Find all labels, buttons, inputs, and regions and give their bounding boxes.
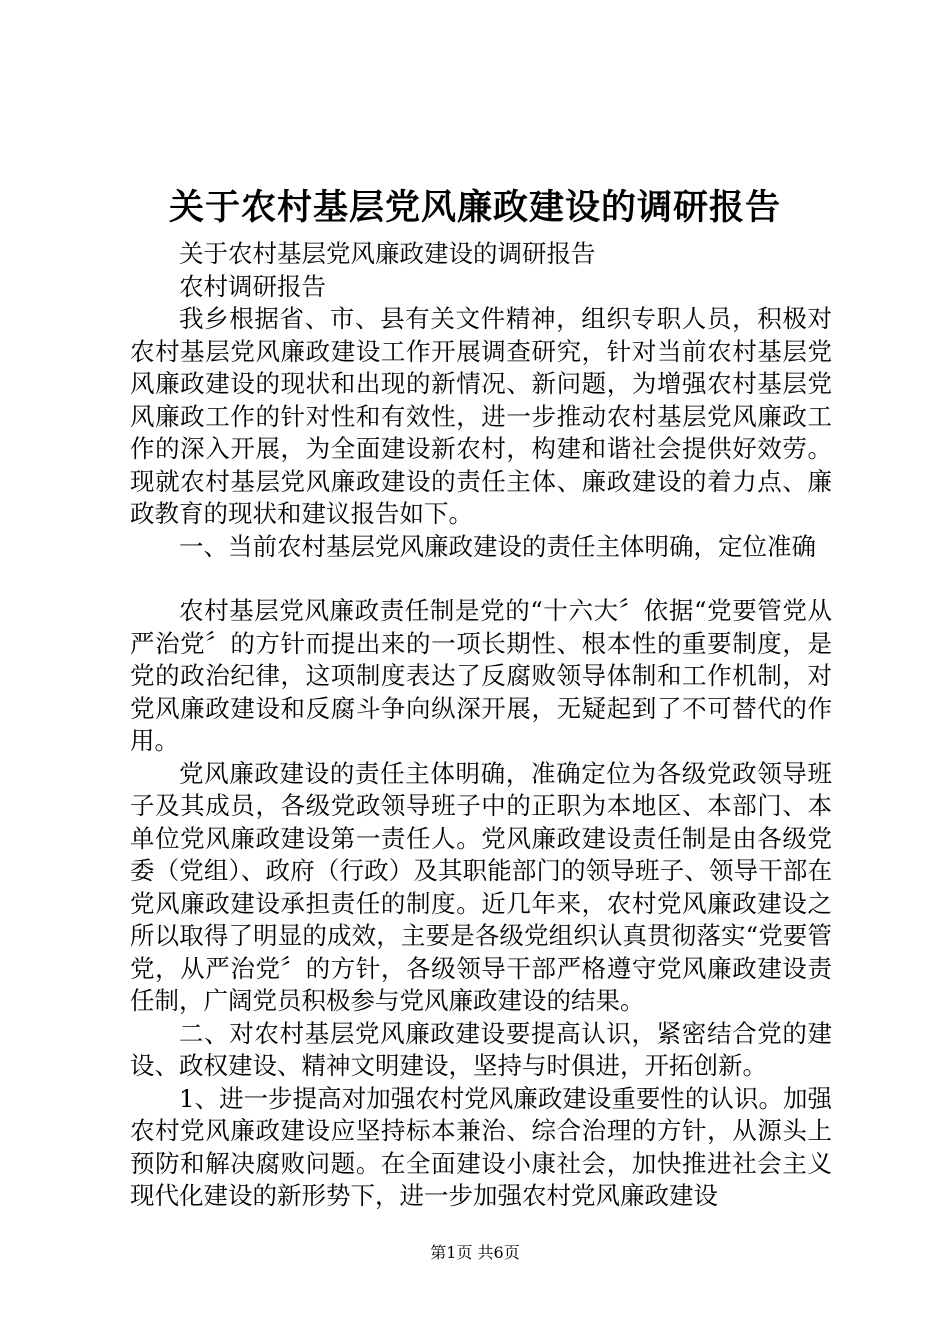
page-number-footer: 第1页 共6页 — [430, 1243, 520, 1262]
document-body — [130, 238, 832, 1213]
document-title: 关于农村基层党风廉政建设的调研报告 — [168, 188, 781, 228]
section-heading-2: 二、对农村基层党风廉政建设要提高认识，紧密结合党的建设、政权建设、精神文明建设，坚持与时俱进，开拓创新。 — [130, 1018, 832, 1080]
intro-paragraph: 我乡根据省、市、县有关文件精神，组织专职人员，积极对农村基层党风廉政建设工作开展调查研究，针对当前农村基层党风廉政建设的现状和出现的新情况、新问题，为增强农村基层党风廉政工作的针对性和有效性，进一步推动农村基层党风廉政工作的深入开展，为全面建设新农村，构建和谐社会提供好效劳。现就农村基层党风廉政建设的责任主体、廉政建设的着力点、廉政教育的现状和建议报告如下。 — [130, 304, 832, 528]
category-paragraph: 农村调研报告 — [179, 271, 326, 301]
subtitle-paragraph: 关于农村基层党风廉政建设的调研报告 — [179, 239, 596, 268]
body-paragraph: 农村基层党风廉政责任制是党的“十六大〞依据“党要管党从严治党〞的方针而提出来的一项长期性、根本性的重要制度，是党的政治纪律，这项制度表达了反腐败领导体制和工作机制，对党风廉政建设和反腐斗争向纵深开展，无疑起到了不可替代的作用。 — [130, 596, 832, 755]
body-paragraph: 1、进一步提高对加强农村党风廉政建设重要性的认识。加强农村党风廉政建设应坚持标本兼治、综合治理的方针，从源头上预防和解决腐败问题。在全面建设小康社会，加快推进社会主义现代化建设的新形势下，进一步加强农村党风廉政建设 — [130, 1083, 832, 1210]
body-paragraph: 党风廉政建设的责任主体明确，准确定位为各级党政领导班子及其成员，各级党政领导班子中的正职为本地区、本部门、本单位党风廉政建设第一责任人。党风廉政建设责任制是由各级党委（党组）、政府（行政）及其职能部门的领导班子、领导干部在党风廉政建设承担责任的制度。近几年来，农村党风廉政建设之所以取得了明显的成效，主要是各级党组织认真贯彻落实“党要管党，从严治党〞的方针，各级领导干部严格遵守党风廉政建设责任制，广阔党员积极参与党风廉政建设的结果。 — [130, 758, 832, 1015]
section-heading-1: 一、当前农村基层党风廉政建设的责任主体明确，定位准确 — [179, 531, 816, 561]
